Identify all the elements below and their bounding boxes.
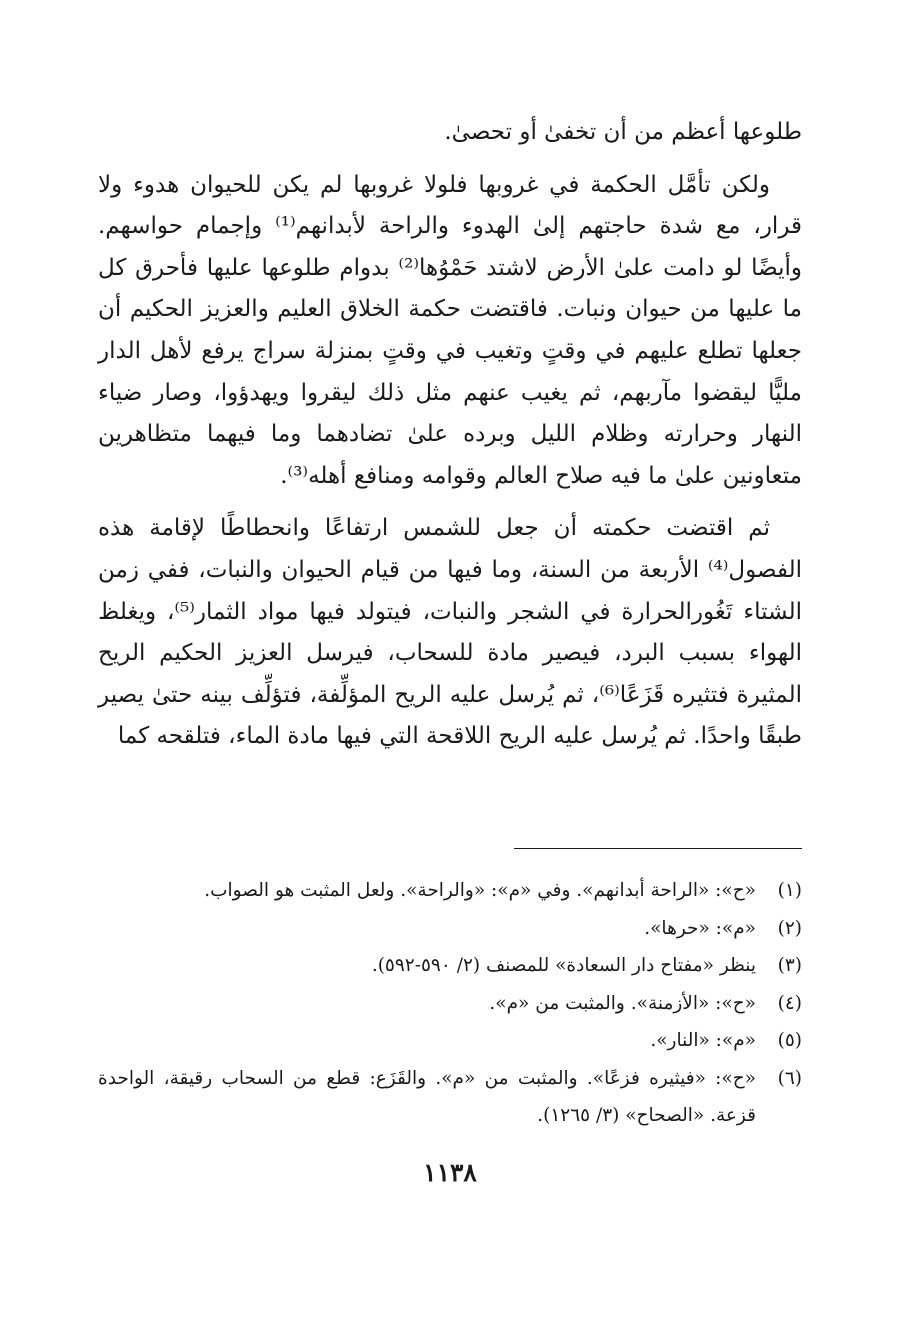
footnote-number: (٥) (777, 1030, 802, 1051)
main-text (98, 112, 802, 758)
footnotes (98, 872, 802, 1135)
footnote-number: (١) (777, 880, 802, 901)
footnote-text: «ح»: «الأزمنة». والمثبت من «م». (489, 992, 756, 1014)
paragraph-3: ثم اقتضت حكمته أن جعل للشمس ارتفاعًا وانحطاطًا لإقامة هذه الفصول⁽⁴⁾ الأربعة من السنة، وما فيها من قيام الحيوان والنبات، ففي زمن الشتاء تَغُورالحرارة في الشجر والنبات، فيتولد فيها مواد الثمار⁽⁵⁾، ويغلظ الهواء بسبب البرد، فيصير مادة للسحاب، فيرسل العزيز الحكيم الريح المثيرة فتثيره قَزَعًا⁽⁶⁾، ثم يُرسل عليه الريح المؤلِّفة، فتؤلِّف بينه حتىٰ يصير طبقًا واحدًا. ثم يُرسل عليه الريح اللاقحة التي فيها مادة الماء، فتلقحه كما (98, 515, 802, 750)
footnote-number: (٦) (777, 1067, 802, 1089)
footnote-3 (98, 947, 802, 985)
footnote-text: «م»: «حرها». (644, 917, 756, 939)
footnote-4 (98, 985, 802, 1023)
footnote-1 (98, 872, 802, 910)
footnote-text: «م»: «النار». (650, 1030, 756, 1051)
footnote-number: (٢) (777, 917, 802, 939)
footnote-6 (98, 1060, 802, 1135)
footnote-divider (514, 848, 802, 849)
footnote-text: ينظر «مفتاح دار السعادة» للمصنف (٢/ ٥٩٠-٥٩٢). (371, 955, 756, 976)
paragraph-1: طلوعها أعظم من أن تخفىٰ أو تحصىٰ. (444, 119, 802, 145)
paragraph-2: ولكن تأمَّل الحكمة في غروبها فلولا غروبها لم يكن للحيوان هدوء ولا قرار، مع شدة حاجتهم إلىٰ الهدوء والراحة لأبدانهم⁽¹⁾ وإجمام حواسهم. وأيضًا لو دامت علىٰ الأرض لاشتد حَمْوُها⁽²⁾ بدوام طلوعها عليها فأحرق كل ما عليها من حيوان ونبات. فاقتضت حكمة الخلاق العليم والعزيز الحكيم أن جعلها تطلع عليهم في وقتٍ وتغيب في وقتٍ بمنزلة سراج يرفع لأهل الدار مليًّا ليقضوا مآربهم، ثم يغيب عنهم مثل ذلك ليقروا ويهدؤوا، وصار ضياء النهار وحرارته وظلام الليل وبرده علىٰ تضادهما وما فيهما متظاهرين متعاونين علىٰ ما فيه صلاح العالم وقوامه ومنافع أهله⁽³⁾. (98, 171, 803, 489)
footnote-number: (٤) (777, 992, 802, 1014)
footnote-2 (98, 910, 802, 948)
footnote-number: (٣) (777, 955, 802, 976)
footnote-text: «ح»: «فيثيره فزعًا». والمثبت من «م». والقَزَع: قطع من السحاب رقيقة، الواحدة قزعة. «الصحاح» (٣/ ١٢٦٥). (98, 1067, 756, 1126)
footnote-5 (98, 1022, 802, 1060)
footnote-text: «ح»: «الراحة أبدانهم». وفي «م»: «والراحة». ولعل المثبت هو الصواب. (204, 880, 756, 901)
page-number: ١١٣٨ (423, 1158, 477, 1187)
